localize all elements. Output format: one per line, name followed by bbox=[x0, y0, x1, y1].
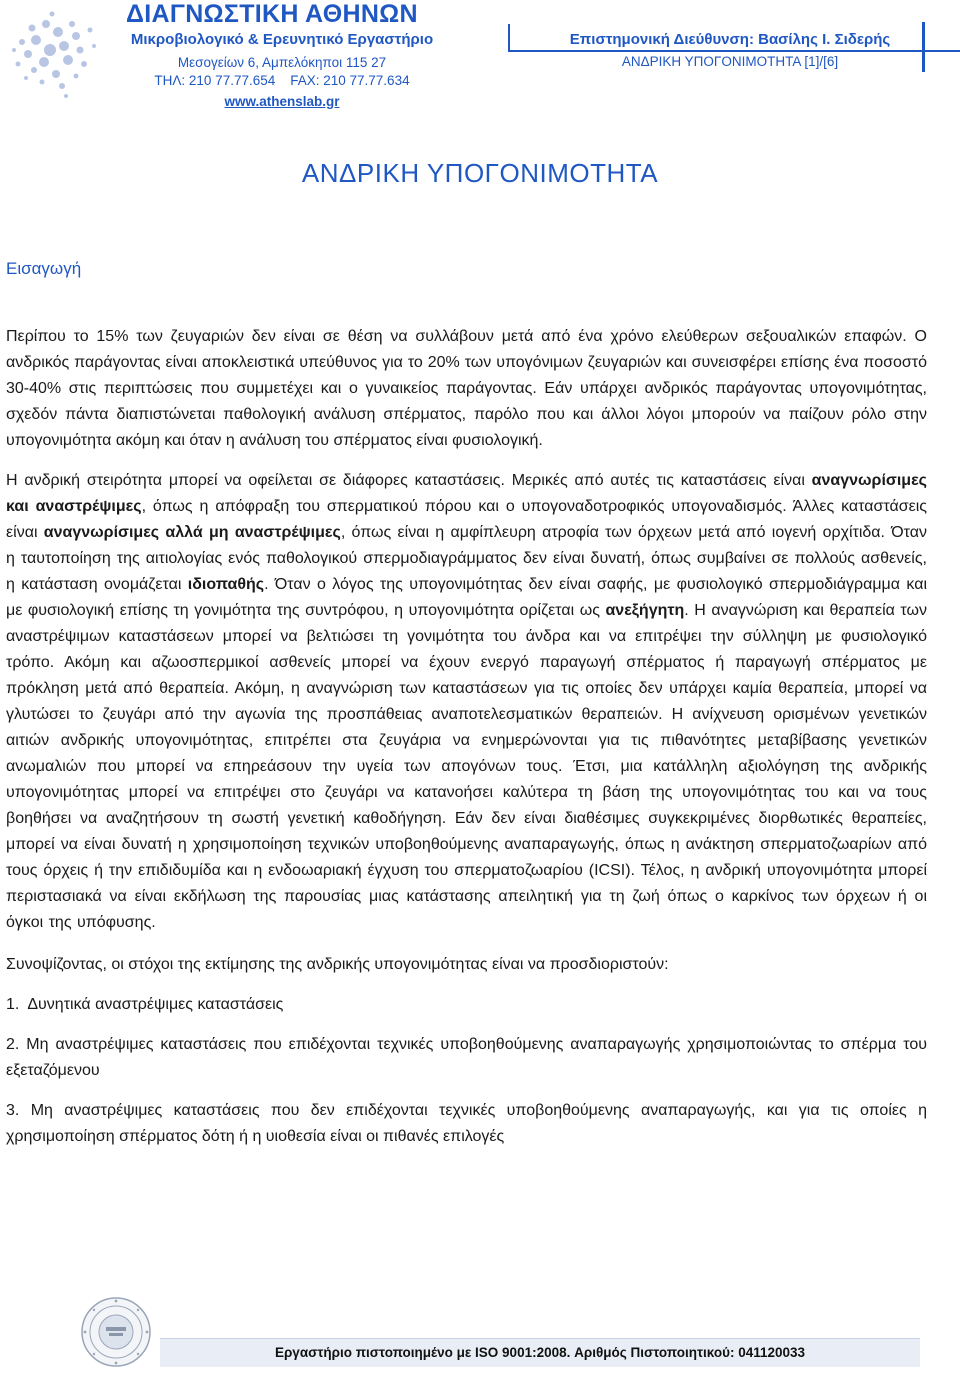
goal-item: 1. Δυνητικά αναστρέψιμες καταστάσεις bbox=[6, 996, 284, 1013]
bold-term-irreversible: αναγνωρίσιμες αλλά μη αναστρέψιμες bbox=[43, 524, 341, 541]
text-run: , όπως είναι η αμφίπλευρη ατροφία των όρχεων μετά από ιογενή ορχίτιδα. Όταν η ταυτοποίηση της αιτιολογίας ενός παθολογικού σπερμοδιαγράμματος δεν είναι δυνατή, όπως συμβαίνει σε πολλούς ασθενείς, η κατάσταση ονομάζεται bbox=[6, 524, 928, 593]
goal-item: 3. Μη αναστρέψιμες καταστάσεις που δεν επιδέχονται τεχνικές υποβοηθούμενης αναπαραγωγής, και για τις οποίες η χρησιμοποίηση σπέρματος δότη ή η υιοθεσία είναι οι πιθανές επιλογές bbox=[6, 1102, 927, 1145]
text-run: . Η αναγνώριση και θεραπεία των αναστρέψιμων καταστάσεων μπορεί να βελτιώσει τη γονιμότητα του άνδρα και να επιτρέψει την σύλληψη με φυσιολογικό τρόπο. Ακόμη και αζωοσπερμικοί ασθενείς μπορεί να έχουν ενεργό παραγωγή σπέρματος ή παραγωγή σπέρματος με πρόκληση μετά από θεραπεία. Ακόμη, η αναγνώριση των καταστάσεων για τις οποίες δεν υπάρχει καμία θεραπεία, μπορεί να γλυτώσει το ζευγάρι από την αγωνία της προσπάθειας αναποτελεσματικών θεραπειών. Η ανίχνευση ορισμένων γενετικών αιτιών ανδρικής υπογονιμότητας, επιτρέπει στα ζευγάρια να ενημερώνονται για τις πιθανότητες μεταβίβασης γενετικών ανωμαλιών που μπορεί να επηρεάσουν την υγεία των απογόνων τους. Έτσι, μια κατάλληλη αξιολόγηση της ανδρικής υπογονιμότητας μπορεί να επιτρέψει στο ζευγάρι να κατανοήσει καλύτερα τη βάση της υπογονιμότητας του και να τους βοηθήσει να αναζητήσουν τη σωστή γενετική καθοδήγηση. Εάν δεν είναι διαθέσιμες συγκεκριμένες διορθωτικές θεραπείες, μπορεί να είναι δυνατή η χρησιμοποίηση τεχνικών υποβοηθούμενης αναπαραγωγής, όπως η ανάκτηση σπερματοζωαρίων από τους όρχεις ή την επιδιδυμίδα και η ενδοωαριακή έγχυση του σπερματοζωαρίου (ICSI). Τέλος, η ανδρική υπογονιμότητα μπορεί περιστασιακά να είναι εκδήλωση της παρουσίας μιας κατάστασης απειλητική για τη ζωή όπως ο καρκίνος των όρχεων ή οι όγκοι της υπόφυσης. bbox=[6, 602, 928, 931]
document-page-reference: ΑΝΔΡΙΚΗ ΥΠΟΓΟΝΙΜΟΤΗΤΑ [1]/[6] bbox=[621, 54, 839, 69]
document-title: ΑΝΔΡΙΚΗ ΥΠΟΓΟΝΙΜΟΤΗΤΑ bbox=[301, 158, 659, 188]
section-heading: Εισαγωγή bbox=[6, 259, 82, 278]
lab-logo-icon bbox=[6, 6, 110, 102]
bold-term-reversible: αναγνωρίσιμες και αναστρέψιμες bbox=[6, 472, 927, 515]
paragraph-causes bbox=[6, 468, 927, 936]
lab-subtitle: Μικροβιολογικό & Ερευνητικό Εργαστήριο bbox=[130, 31, 434, 48]
iso-certification-bar: Εργαστήριο πιστοποιημένο με ISO 9001:2008. Αριθμός Πιστοποιητικού: 041120033 bbox=[160, 1338, 920, 1367]
paragraph-intro: Περίπου το 15% των ζευγαριών δεν είναι σε θέση να συλλάβουν μετά από ένα χρόνο ελεύθερων σεξουαλικών επαφών. Ο ανδρικός παράγοντας είναι αποκλειστικά υπεύθυνος για το 20% των υπογόνιμων ζευγαριών και συνεισφέρει επίσης ένα ποσοστό 30-40% στις περιπτώσεις που συμμετέχει και ο γυναικείος παράγοντας. Εάν υπάρχει ανδρικός παράγοντας υπογονιμότητας, σχεδόν πάντα διαπιστώνεται παθολογική ανάλυση σπέρματος, παρόλο που και άλλοι λόγοι μπορούν να παίζουν ρόλο στην υπογονιμότητα ακόμη και όταν η ανάλυση του σπέρματος είναι φυσιολογική. bbox=[6, 328, 927, 449]
phone-fax-line: ΤΗΛ: 210 77.77.654 FAX: 210 77.77.634 bbox=[154, 73, 410, 88]
text-run: Η ανδρική στειρότητα μπορεί να οφείλεται σε διάφορες καταστάσεις. Μερικές από αυτές τις καταστάσεις είναι bbox=[6, 472, 812, 489]
bold-term-idiopathic: ιδιοπαθής bbox=[187, 576, 265, 593]
text-run: , όπως η απόφραξη του σπερματικού πόρου και ο υπογοναδοτροφικός υπογοναδισμός. Άλλες καταστάσεις είναι bbox=[6, 498, 927, 541]
address-line: Μεσογείων 6, Αμπελόκηποι 115 27 bbox=[177, 55, 387, 70]
goal-item: 2. Μη αναστρέψιμες καταστάσεις που επιδέχονται τεχνικές υποβοηθούμενης αναπαραγωγής χρησιμοποιώντας το σπέρμα του εξεταζόμενου bbox=[6, 1036, 927, 1079]
tuv-certification-seal-icon bbox=[80, 1296, 152, 1368]
lab-name: ΔΙΑΓΝΩΣΤΙΚΗ ΑΘΗΝΩΝ bbox=[126, 0, 418, 28]
paragraph-summary: Συνοψίζοντας, οι στόχοι της εκτίμησης της ανδρικής υπογονιμότητας είναι να προσδιοριστούν: bbox=[6, 956, 669, 973]
header-rule-vertical-right bbox=[922, 22, 925, 72]
header-rule-horizontal bbox=[508, 50, 960, 52]
bold-term-unexplained: ανεξήγητη bbox=[605, 602, 685, 619]
scientific-director: Επιστημονική Διεύθυνση: Βασίλης Ι. Σιδερής bbox=[569, 31, 891, 48]
document-body bbox=[6, 324, 927, 1164]
website-link[interactable]: www.athenslab.gr bbox=[224, 94, 340, 109]
header-rule-vertical-left bbox=[508, 24, 510, 50]
text-run: . Όταν ο λόγος της υπογονιμότητας δεν είναι σαφής, με φυσιολογικό σπερμοδιάγραμμα και με φυσιολογική επίσης τη γονιμότητα της συντρόφου, η υπογονιμότητα ορίζεται ως bbox=[6, 576, 927, 619]
lab-address bbox=[126, 54, 438, 90]
